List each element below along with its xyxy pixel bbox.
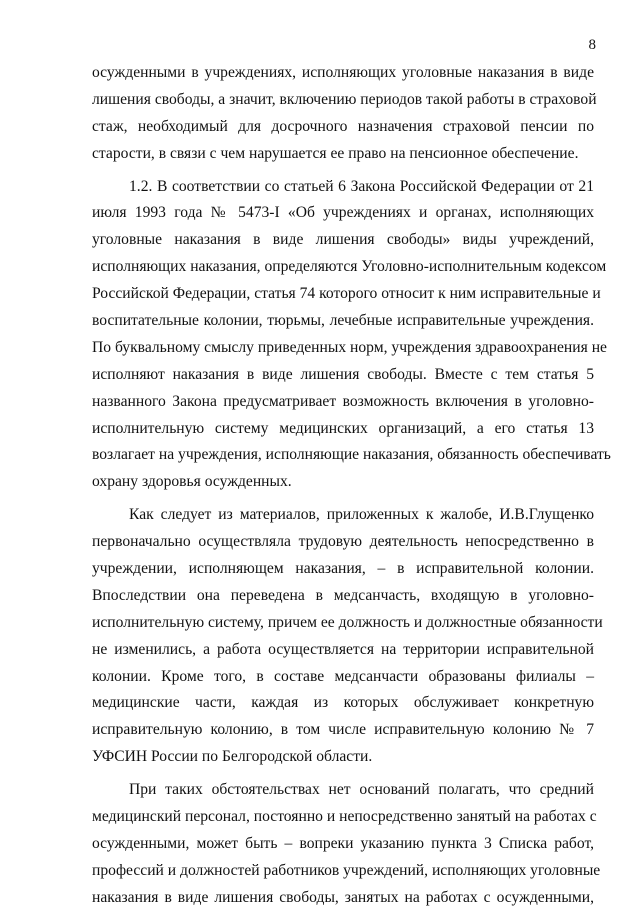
text-line: наказания в виде лишения свободы, занятых на работах с осужденными,: [92, 888, 594, 906]
text-line: стаж, необходимый для досрочного назначения страховой пенсии по: [92, 117, 594, 135]
text-line: охрану здоровья осужденных.: [92, 473, 292, 491]
paragraph: [92, 174, 611, 497]
text-line: медицинские части, каждая из которых обслуживает конкретную: [92, 694, 594, 712]
text-line: старости, в связи с чем нарушается ее право на пенсионное обеспечение.: [92, 144, 579, 162]
text-line: осужденными, может быть – вопреки указанию пункта 3 Списка работ,: [92, 834, 594, 852]
text-line: медицинский персонал, постоянно и непосредственно занятый на работах с: [92, 808, 597, 826]
document-body: [92, 60, 611, 912]
paragraph: [92, 60, 597, 168]
text-line: не изменились, а работа осуществляется на территории исправительной: [92, 640, 594, 658]
text-line: лишения свободы, а значит, включению периодов такой работы в страховой: [92, 90, 597, 108]
text-line: Как следует из материалов, приложенных к жалобе, И.В.Глущенко: [129, 506, 594, 524]
text-line: Российской Федерации, статья 74 которого относит к ним исправительные и: [92, 285, 601, 303]
text-line: исправительную колонию, в том числе исправительную колонию № 7: [92, 721, 594, 739]
text-line: исполнительную систему, причем ее должность и должностные обязанности: [92, 613, 603, 631]
text-line: учреждении, исполняющем наказания, – в исправительной колонии.: [92, 560, 594, 578]
text-line: исполняющих наказания, определяются Уголовно-исполнительным кодексом: [92, 258, 607, 276]
text-line: исполняют наказания в виде лишения свободы. Вместе с тем статья 5: [92, 365, 594, 383]
text-line: первоначально осуществляла трудовую деятельность непосредственно в: [92, 533, 594, 551]
paragraph: [92, 777, 601, 911]
text-line: названного Закона предусматривает возможность включения в уголовно-: [92, 392, 594, 410]
text-line: УФСИН России по Белгородской области.: [92, 748, 373, 766]
text-line: исполнительную систему медицинских организаций, а его статья 13: [92, 419, 594, 437]
text-line: возлагает на учреждения, исполняющие наказания, обязанность обеспечивать: [92, 446, 611, 464]
text-line: июля 1993 года № 5473-I «Об учреждениях и органах, исполняющих: [92, 204, 594, 222]
text-line: профессий и должностей работников учреждений, исполняющих уголовные: [92, 861, 601, 879]
text-line: колонии. Кроме того, в составе медсанчасти образованы филиалы –: [92, 667, 594, 685]
text-line: При таких обстоятельствах нет оснований полагать, что средний: [129, 781, 594, 799]
text-line: По буквальному смыслу приведенных норм, учреждения здравоохранения не: [92, 338, 607, 356]
text-line: воспитательные колонии, тюрьмы, лечебные исправительные учреждения.: [92, 312, 594, 330]
text-line: уголовные наказания в виде лишения свободы» виды учреждений,: [92, 231, 594, 249]
page-number: 8: [588, 37, 596, 53]
text-line: Впоследствии она переведена в медсанчасть, входящую в уголовно-: [92, 586, 594, 604]
text-line: осужденными в учреждениях, исполняющих уголовные наказания в виде: [92, 64, 594, 81]
paragraph: [92, 502, 603, 771]
text-line: 1.2. В соответствии со статьей 6 Закона Российской Федерации от 21: [129, 177, 594, 195]
